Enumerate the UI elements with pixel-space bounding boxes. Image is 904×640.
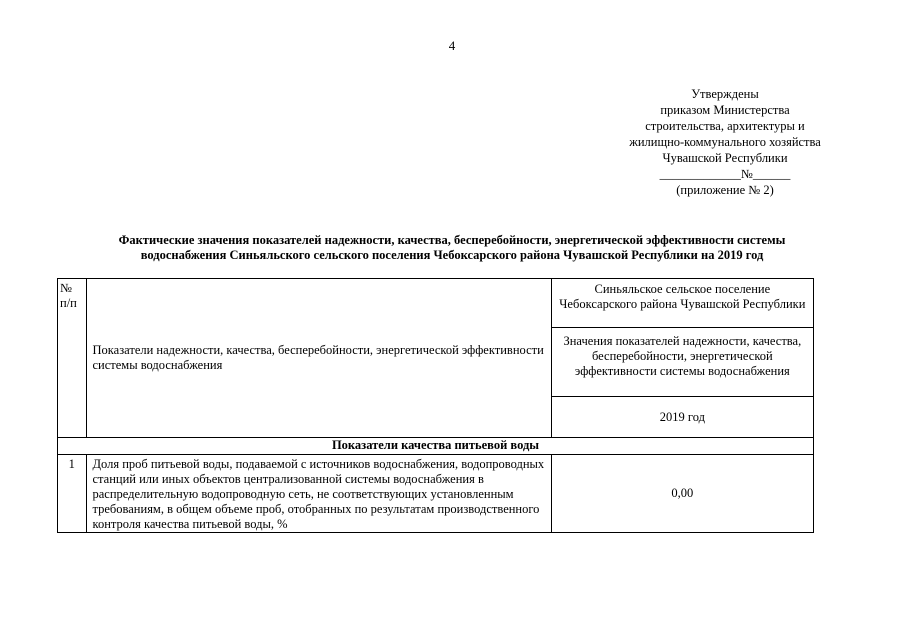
approval-block — [600, 86, 850, 198]
header-num: № п/п — [60, 281, 77, 310]
header-year-cell: 2019 год — [551, 397, 813, 438]
section-row — [58, 438, 814, 455]
header-num-cell — [58, 279, 87, 438]
document-title-line-1: Фактические значения показателей надежности, качества, бесперебойности, энергетической эффективности системы — [118, 233, 786, 247]
approval-line: строительства, архитектуры и — [645, 119, 805, 133]
row-indicator-name: Доля проб питьевой воды, подаваемой с источников водоснабжения, водопроводных станций или иных объектов централизованной системы водоснабжения в распределительную водопроводную сеть, не соответствующих установленным требованиям, в общем объеме проб, отобранных по результатам производственного контроля качества питьевой воды, % — [86, 455, 551, 533]
indicators-table — [57, 278, 814, 533]
approval-line: Утверждены — [691, 87, 759, 101]
table-row — [58, 455, 814, 533]
header-values-cell: Значения показателей надежности, качества, бесперебойности, энергетической эффективности системы водоснабжения — [551, 328, 813, 397]
row-value: 0,00 — [551, 455, 813, 533]
document-title-line-2: водоснабжения Синьяльского сельского поселения Чебоксарского района Чувашской Республики на 2019 год — [140, 248, 764, 262]
page-number: 4 — [448, 38, 456, 53]
approval-line: жилищно-коммунального хозяйства — [629, 135, 821, 149]
approval-line: Чувашской Республики — [662, 151, 788, 165]
approval-line: приказом Министерства — [660, 103, 790, 117]
row-num: 1 — [58, 455, 87, 533]
header-org-cell: Синьяльское сельское поселение Чебоксарского района Чувашской Республики — [551, 279, 813, 328]
approval-appendix: (приложение № 2) — [676, 183, 774, 197]
section-title: Показатели качества питьевой воды — [58, 438, 814, 455]
document-title — [60, 233, 844, 263]
table-header-row — [58, 279, 814, 328]
approval-signature-line: _____________№______ — [659, 167, 791, 181]
header-name-cell: Показатели надежности, качества, бесперебойности, энергетической эффективности системы водоснабжения — [86, 279, 551, 438]
